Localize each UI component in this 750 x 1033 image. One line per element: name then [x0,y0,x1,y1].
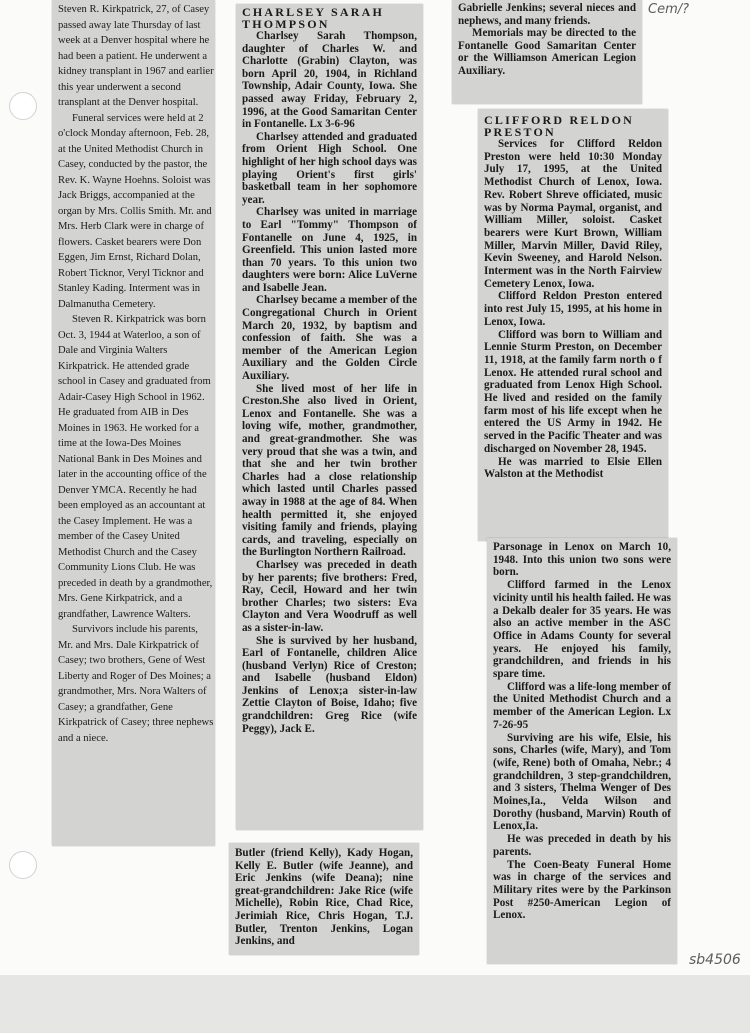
preston-paragraph-3: Clifford was born to William and Lennie Sturm Preston, on December 11, 1918, at the family farm north o f Lenox. He attended rural school and graduated from Lenox High School. He lived and resided on the family farm most of his life except when he entered the US Army in 1942. He served in the Pacific Theater and was discharged on November 28, 1945. [484,328,662,455]
kirkpatrick-paragraph-1: Steven R. Kirkpatrick, 27, of Casey passed away late Thursday of last week at a Denver hospital where he had been a patient. He underwent a kidney transplant in 1967 and earlier this year underwent a second transplant at the Denver hospital. [58,4,214,108]
handwritten-note-top: Cem/? [648,2,690,17]
thompson-headline: CHARLSEY SARAH THOMPSON [242,5,385,31]
preston-cont-paragraph-5: He was preceded in death by his parents. [493,833,671,858]
thompson-paragraph-1: Charlsey Sarah Thompson, daughter of Charles W. and Charlotte (Grabin) Clayton, was born April 20, 1904, in Richland Township, Adair County, Iowa. She passed away Friday, February 2, 1996, at the Good Samaritan Center in Fontanelle. Lx 3-6-96 [242,30,417,131]
thompson-paragraph-6: Charlsey was preceded in death by her parents; five brothers: Fred, Ray, Cecil, Howard and her twin brother Charles; two sisters: Eva Clayton and Vera Woodruff as well as a sister-in-law. [242,558,417,634]
thompson-paragraph-5: She lived most of her life in Creston.She also lived in Orient, Lenox and Fontanelle. She was a loving wife, mother, grandmother, and great-grandmother. She was very proud that she was a twin, and that she and her twin brother Charles had a close relationship which lasted until Charles passed away in 1988 at the age of 84. When health permitted it, she enjoyed visiting family and friends, playing cards, and traveling, especially on the Burlington Northern Railroad. [242,382,417,559]
binder-hole-top [9,92,37,120]
scan-background [0,975,750,1033]
preston-headline: CLIFFORD RELDON PRESTON [484,113,635,139]
preston-paragraph-4: He was married to Elsie Ellen Walston at the Methodist [484,455,662,481]
preston-paragraph-1: Services for Clifford Reldon Preston were held 10:30 Monday July 17, 1995, at the United Methodist Church of Lenox, Iowa. Rev. Robert Shreve officiated, music was by Norma Paymal, organist, and William Miller, soloist. Casket bearers were Kurt Brown, William Miller, Marvin Miller, David Riley, Kevin Sweeney, and Harold Nelson. Interment was in the North Fairview Cemetery Lenox, Iowa. [484,138,662,290]
kirkpatrick-paragraph-2: Funeral services were held at 2 o'clock Monday afternoon, Feb. 28, at the United Methodist Church in Casey, conducted by the pastor, the Rev. K. Wayne Hoehns. Soloist was Jack Briggs, accompanied at the organ by Mrs. Collis Smith. Mr. and Mrs. Herb Clark were in charge of flowers. Casket bearers were Don Eggen, Jim Ernst, Richard Dolan, Robert Ticknor, Veryl Ticknor and Stanley Kading. Interment was in Dalmanutha Cemetery. [58,112,212,310]
thompson-continuation: Butler (friend Kelly), Kady Hogan, Kelly E. Butler (wife Jeanne), and Eric Jenkins (wife Deana); nine great-grandchildren: Jake Rice (wife Michelle), Robin Rice, Chad Rice, Jerimiah Rice, Chris Hogan, T.J. Butler, Trenton Jenkins, Logan Jenkins, and [235,847,413,948]
kirkpatrick-paragraph-4: Survivors include his parents, Mr. and Mrs. Dale Kirkpatrick of Casey; two brothers, Gene of West Liberty and Roger of Des Moines; a grandmother, Mrs. Nora Walters of Casey; a grandfather, Gene Kirkpatrick of Casey; three nephews and a niece. [58,624,214,744]
preston-cont-paragraph-3: Clifford was a life-long member of the United Methodist Church and a member of the American Legion. Lx 7-26-95 [493,680,671,731]
thompson-paragraph-2: Charlsey attended and graduated from Orient High School. One highlight of her high school days was playing Orient's first girls' basketball team in her sophomore year. [242,130,417,206]
clipping-kirkpatrick [52,0,215,846]
thompson-paragraph-7: She is survived by her husband, Earl of Fontanelle, children Alice (husband Verlyn) Rice of Creston; and Isabelle (husband Eldon) Jenkins of Lenox;a sister-in-law Zettie Clayton of Boise, Idaho; five grandchildren: Greg Rice (wife Peggy), Jack E. [242,634,417,735]
thompson-end-paragraph-2: Memorials may be directed to the Fontanelle Good Samaritan Center or the Williamson American Legion Auxiliary. [458,27,636,77]
thompson-paragraph-4: Charlsey became a member of the Congregational Church in Orient March 20, 1932, by baptism and confession of faith. She was a member of the American Legion Auxiliary and the Golden Circle Auxiliary. [242,294,417,383]
preston-cont-paragraph-1: Parsonage in Lenox on March 10, 1948. Into this union two sons were born. [493,541,671,579]
clipping-thompson-continued [229,843,419,955]
preston-cont-paragraph-6: The Coen-Beaty Funeral Home was in charge of the services and Military rites were by the Parkinson Post #250-American Legion of Lenox. [493,858,671,922]
thompson-paragraph-3: Charlsey was united in marriage to Earl "Tommy" Thompson of Fontanelle on June 4, 1925, in Greenfield. This union lasted more than 70 years. To this union two daughters were born: Alice LuVerne and Isabelle Jean. [242,206,417,294]
binder-hole-bottom [9,851,37,879]
preston-paragraph-2: Clifford Reldon Preston entered into rest July 15, 1995, at his home in Lenox, Iowa. [484,290,662,328]
clipping-preston-continued [487,538,677,964]
clipping-preston [478,109,668,541]
clipping-thompson-end [452,0,642,104]
thompson-end-paragraph-1: Gabrielle Jenkins; several nieces and nephews, and many friends. [458,2,636,27]
preston-cont-paragraph-2: Clifford farmed in the Lenox vicinity until his health failed. He was a Dekalb dealer for 35 years. He was also an active member in the ASC Office in Adams County for several years. He enjoyed his family, grandchildren, and friends in his spare time. [493,579,671,681]
handwritten-note-bottom: sb4506 [689,952,741,968]
clipping-thompson [236,4,423,830]
preston-cont-paragraph-4: Surviving are his wife, Elsie, his sons, Charles (wife, Mary), and Tom (wife, Rene) both of Omaha, Nebr.; 4 grandchildren, 3 step-grandchildren, and 3 sisters, Thelma Wenger of Des Moines,Ia., Velda Wilson and Dorothy (husband, Marvin) Routh of Lenox,Ia. [493,731,671,833]
kirkpatrick-paragraph-3: Steven R. Kirkpatrick was born Oct. 3, 1944 at Waterloo, a son of Dale and Virginia Walters Kirkpatrick. He attended grade school in Casey and graduated from Adair-Casey High School in 1962. He graduated from AIB in Des Moines in 1963. He worked for a time at the Iowa-Des Moines National Bank in Des Moines and later in the accounting office of the Denver YMCA. Recently he had been employed as an accountant at the Casey Implement. He was a member of the Casey United Methodist Church and the Casey Community Lions Club. He was preceded in death by a grandmother, Mrs. Gene Kirkpatrick, and a grandfather, Lawrence Walters. [58,314,213,620]
